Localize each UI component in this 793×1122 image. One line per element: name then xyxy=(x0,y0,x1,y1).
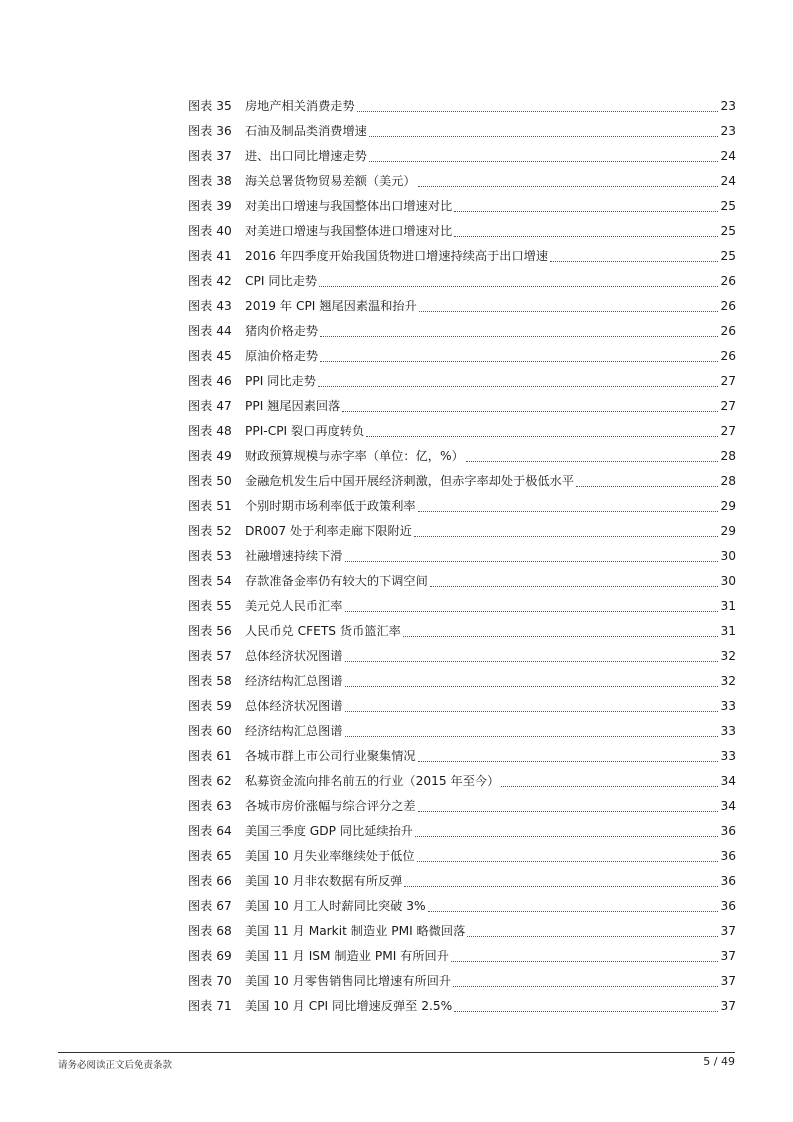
toc-entry-number: 图表 64 xyxy=(188,824,232,838)
toc-entry[interactable] xyxy=(188,894,736,919)
toc-entry-number: 图表 43 xyxy=(188,299,232,313)
toc-entry-number: 图表 62 xyxy=(188,774,232,788)
toc-entry[interactable] xyxy=(188,94,736,119)
toc-dot-leader xyxy=(403,635,719,637)
toc-dot-leader xyxy=(576,485,718,487)
toc-entry[interactable] xyxy=(188,969,736,994)
toc-entry-page: 23 xyxy=(720,124,736,138)
toc-entry-title: 美国 10 月失业率继续处于低位 xyxy=(245,849,415,863)
toc-entry-title: PPI-CPI 裂口再度转负 xyxy=(245,424,365,438)
toc-entry-title: 财政预算规模与赤字率（单位：亿，%） xyxy=(245,449,464,463)
toc-entry-page: 31 xyxy=(720,599,736,613)
toc-entry-number: 图表 68 xyxy=(188,924,232,938)
toc-dot-leader xyxy=(345,685,719,687)
toc-entry-number: 图表 45 xyxy=(188,349,232,363)
toc-dot-leader xyxy=(454,210,718,212)
toc-entry[interactable] xyxy=(188,244,736,269)
toc-entry-number: 图表 59 xyxy=(188,699,232,713)
toc-entry-number: 图表 37 xyxy=(188,149,232,163)
toc-dot-leader xyxy=(419,310,719,312)
toc-dot-leader xyxy=(418,185,719,187)
toc-entry-number: 图表 56 xyxy=(188,624,232,638)
toc-entry[interactable] xyxy=(188,619,736,644)
toc-dot-leader xyxy=(417,860,719,862)
toc-entry[interactable] xyxy=(188,344,736,369)
toc-entry[interactable] xyxy=(188,694,736,719)
toc-entry-page: 36 xyxy=(720,874,736,888)
toc-entry-title: 经济结构汇总图谱 xyxy=(245,724,343,738)
toc-entry-number: 图表 69 xyxy=(188,949,232,963)
toc-entry-page: 36 xyxy=(720,824,736,838)
toc-entry-title: 2016 年四季度开始我国货物进口增速持续高于出口增速 xyxy=(245,249,549,263)
toc-entry[interactable] xyxy=(188,469,736,494)
toc-dot-leader xyxy=(342,410,718,412)
toc-entry-number: 图表 51 xyxy=(188,499,232,513)
toc-entry-number: 图表 36 xyxy=(188,124,232,138)
toc-entry-number: 图表 61 xyxy=(188,749,232,763)
toc-entry-page: 27 xyxy=(720,374,736,388)
toc-entry[interactable] xyxy=(188,944,736,969)
toc-entry-page: 31 xyxy=(720,624,736,638)
toc-dot-leader xyxy=(414,535,719,537)
toc-dot-leader xyxy=(454,235,718,237)
toc-entry-title: 总体经济状况图谱 xyxy=(245,649,343,663)
toc-entry-number: 图表 39 xyxy=(188,199,232,213)
toc-entry-title: DR007 处于利率走廊下限附近 xyxy=(245,524,412,538)
toc-entry-number: 图表 57 xyxy=(188,649,232,663)
toc-entry[interactable] xyxy=(188,819,736,844)
toc-dot-leader xyxy=(428,910,719,912)
toc-entry-number: 图表 35 xyxy=(188,99,232,113)
toc-entry[interactable] xyxy=(188,594,736,619)
toc-entry-title: 社融增速持续下滑 xyxy=(245,549,343,563)
toc-entry-title: 存款准备金率仍有较大的下调空间 xyxy=(245,574,428,588)
toc-entry-page: 37 xyxy=(720,999,736,1013)
toc-dot-leader xyxy=(345,710,719,712)
toc-dot-leader xyxy=(466,460,719,462)
toc-entry-page: 37 xyxy=(720,924,736,938)
toc-entry-number: 图表 60 xyxy=(188,724,232,738)
toc-entry-page: 25 xyxy=(720,224,736,238)
toc-entry[interactable] xyxy=(188,794,736,819)
toc-entry-number: 图表 42 xyxy=(188,274,232,288)
toc-entry-number: 图表 66 xyxy=(188,874,232,888)
toc-dot-leader xyxy=(454,1010,718,1012)
toc-entry-number: 图表 38 xyxy=(188,174,232,188)
toc-entry-page: 37 xyxy=(720,974,736,988)
toc-entry-title: 2019 年 CPI 翘尾因素温和抬升 xyxy=(245,299,417,313)
toc-dot-leader xyxy=(320,335,718,337)
toc-dot-leader xyxy=(357,110,719,112)
toc-entry[interactable] xyxy=(188,569,736,594)
toc-entry-title: 经济结构汇总图谱 xyxy=(245,674,343,688)
toc-entry-page: 33 xyxy=(720,724,736,738)
toc-dot-leader xyxy=(345,735,719,737)
toc-entry-page: 32 xyxy=(720,649,736,663)
toc-entry-page: 29 xyxy=(720,524,736,538)
toc-entry-title: 对美出口增速与我国整体出口增速对比 xyxy=(245,199,453,213)
toc-dot-leader xyxy=(418,760,719,762)
toc-entry[interactable] xyxy=(188,869,736,894)
toc-entry-title: 美国 11 月 Markit 制造业 PMI 略微回落 xyxy=(245,924,466,938)
toc-entry[interactable] xyxy=(188,669,736,694)
toc-entry-page: 33 xyxy=(720,749,736,763)
toc-entry-title: 猪肉价格走势 xyxy=(245,324,319,338)
toc-entry-number: 图表 41 xyxy=(188,249,232,263)
toc-dot-leader xyxy=(415,835,718,837)
toc-entry-page: 27 xyxy=(720,424,736,438)
toc-entry-number: 图表 65 xyxy=(188,849,232,863)
toc-entry[interactable] xyxy=(188,369,736,394)
toc-entry-number: 图表 44 xyxy=(188,324,232,338)
toc-dot-leader xyxy=(418,510,719,512)
toc-entry[interactable] xyxy=(188,269,736,294)
toc-entry-title: CPI 同比走势 xyxy=(245,274,318,288)
toc-entry-title: PPI 同比走势 xyxy=(245,374,316,388)
toc-entry-page: 29 xyxy=(720,499,736,513)
toc-entry-number: 图表 49 xyxy=(188,449,232,463)
toc-entry-title: 美元兑人民币汇率 xyxy=(245,599,343,613)
toc-dot-leader xyxy=(318,385,719,387)
toc-entry-page: 26 xyxy=(720,349,736,363)
toc-entry-title: 美国 11 月 ISM 制造业 PMI 有所回升 xyxy=(245,949,449,963)
toc-entry-title: 私募资金流向排名前五的行业（2015 年至今） xyxy=(245,774,500,788)
toc-dot-leader xyxy=(369,135,719,137)
toc-entry-number: 图表 63 xyxy=(188,799,232,813)
toc-entry[interactable] xyxy=(188,294,736,319)
toc-entry[interactable] xyxy=(188,844,736,869)
toc-entry-number: 图表 58 xyxy=(188,674,232,688)
toc-dot-leader xyxy=(451,960,719,962)
toc-entry-title: 美国 10 月零售销售同比增速有所回升 xyxy=(245,974,452,988)
toc-dot-leader xyxy=(418,810,719,812)
toc-entry[interactable] xyxy=(188,419,736,444)
toc-entry-title: 海关总署货物贸易差额（美元） xyxy=(245,174,416,188)
toc-entry[interactable] xyxy=(188,219,736,244)
toc-entry[interactable] xyxy=(188,719,736,744)
toc-entry-page: 25 xyxy=(720,249,736,263)
toc-entry-title: PPI 翘尾因素回落 xyxy=(245,399,341,413)
toc-entry[interactable] xyxy=(188,994,736,1019)
toc-entry[interactable] xyxy=(188,744,736,769)
footer-disclaimer: 请务必阅读正文后免责条款 xyxy=(58,1060,173,1071)
toc-entry[interactable] xyxy=(188,394,736,419)
toc-dot-leader xyxy=(345,560,719,562)
toc-entry-number: 图表 71 xyxy=(188,999,232,1013)
toc-entry-page: 34 xyxy=(720,799,736,813)
toc-entry-page: 30 xyxy=(720,574,736,588)
toc-entry-page: 30 xyxy=(720,549,736,563)
toc-dot-leader xyxy=(369,160,719,162)
toc-entry-number: 图表 47 xyxy=(188,399,232,413)
toc-entry-title: 原油价格走势 xyxy=(245,349,319,363)
toc-dot-leader xyxy=(501,785,718,787)
toc-entry-page: 24 xyxy=(720,149,736,163)
toc-entry-title: 美国 10 月 CPI 同比增速反弹至 2.5% xyxy=(245,999,453,1013)
toc-entry-number: 图表 53 xyxy=(188,549,232,563)
toc-entry-number: 图表 54 xyxy=(188,574,232,588)
toc-entry-title: 进、出口同比增速走势 xyxy=(245,149,367,163)
toc-dot-leader xyxy=(366,435,718,437)
toc-entry-title: 各城市房价涨幅与综合评分之差 xyxy=(245,799,416,813)
toc-entry-page: 26 xyxy=(720,299,736,313)
toc-dot-leader xyxy=(404,885,718,887)
toc-dot-leader xyxy=(319,285,718,287)
toc-entry[interactable] xyxy=(188,444,736,469)
toc-entry[interactable] xyxy=(188,194,736,219)
toc-entry-title: 美国三季度 GDP 同比延续抬升 xyxy=(245,824,413,838)
toc-entry-title: 对美进口增速与我国整体进口增速对比 xyxy=(245,224,453,238)
toc-entry-number: 图表 48 xyxy=(188,424,232,438)
toc-entry-page: 34 xyxy=(720,774,736,788)
toc-entry-page: 23 xyxy=(720,99,736,113)
toc-dot-leader xyxy=(345,610,719,612)
toc-entry-page: 36 xyxy=(720,849,736,863)
toc-entry-number: 图表 70 xyxy=(188,974,232,988)
toc-entry-number: 图表 50 xyxy=(188,474,232,488)
toc-entry[interactable] xyxy=(188,319,736,344)
toc-entry-page: 32 xyxy=(720,674,736,688)
toc-entry[interactable] xyxy=(188,494,736,519)
toc-entry-title: 房地产相关消费走势 xyxy=(245,99,355,113)
toc-dot-leader xyxy=(320,360,718,362)
toc-entry-title: 金融危机发生后中国开展经济刺激，但赤字率却处于极低水平 xyxy=(245,474,575,488)
toc-dot-leader xyxy=(467,935,718,937)
toc-entry[interactable] xyxy=(188,519,736,544)
toc-entry-title: 美国 10 月非农数据有所反弹 xyxy=(245,874,403,888)
toc-entry-title: 美国 10 月工人时薪同比突破 3% xyxy=(245,899,426,913)
footer-divider xyxy=(58,1052,735,1053)
toc-dot-leader xyxy=(430,585,719,587)
toc-entry[interactable] xyxy=(188,919,736,944)
toc-entry-page: 33 xyxy=(720,699,736,713)
toc-entry[interactable] xyxy=(188,169,736,194)
toc-entry-title: 总体经济状况图谱 xyxy=(245,699,343,713)
toc-entry[interactable] xyxy=(188,644,736,669)
page-indicator: 5 / 49 xyxy=(703,1055,735,1068)
toc-entry-page: 28 xyxy=(720,474,736,488)
toc-dot-leader xyxy=(345,660,719,662)
toc-entry-number: 图表 67 xyxy=(188,899,232,913)
toc-entry-page: 26 xyxy=(720,324,736,338)
toc-entry[interactable] xyxy=(188,769,736,794)
toc-dot-leader xyxy=(453,985,718,987)
toc-entry[interactable] xyxy=(188,544,736,569)
toc-entry[interactable] xyxy=(188,144,736,169)
toc-entry-page: 36 xyxy=(720,899,736,913)
toc-entry-page: 27 xyxy=(720,399,736,413)
toc-entry-number: 图表 55 xyxy=(188,599,232,613)
toc-entry-page: 26 xyxy=(720,274,736,288)
toc-entry-title: 人民币兑 CFETS 货币篮汇率 xyxy=(245,624,401,638)
table-of-figures xyxy=(188,94,736,1019)
toc-entry-number: 图表 40 xyxy=(188,224,232,238)
toc-entry-title: 各城市群上市公司行业聚集情况 xyxy=(245,749,416,763)
toc-entry[interactable] xyxy=(188,119,736,144)
toc-entry-number: 图表 46 xyxy=(188,374,232,388)
toc-entry-title: 个别时期市场利率低于政策利率 xyxy=(245,499,416,513)
toc-entry-number: 图表 52 xyxy=(188,524,232,538)
toc-entry-title: 石油及制品类消费增速 xyxy=(245,124,367,138)
toc-entry-page: 37 xyxy=(720,949,736,963)
toc-entry-page: 28 xyxy=(720,449,736,463)
toc-entry-page: 24 xyxy=(720,174,736,188)
toc-dot-leader xyxy=(550,260,718,262)
toc-entry-page: 25 xyxy=(720,199,736,213)
